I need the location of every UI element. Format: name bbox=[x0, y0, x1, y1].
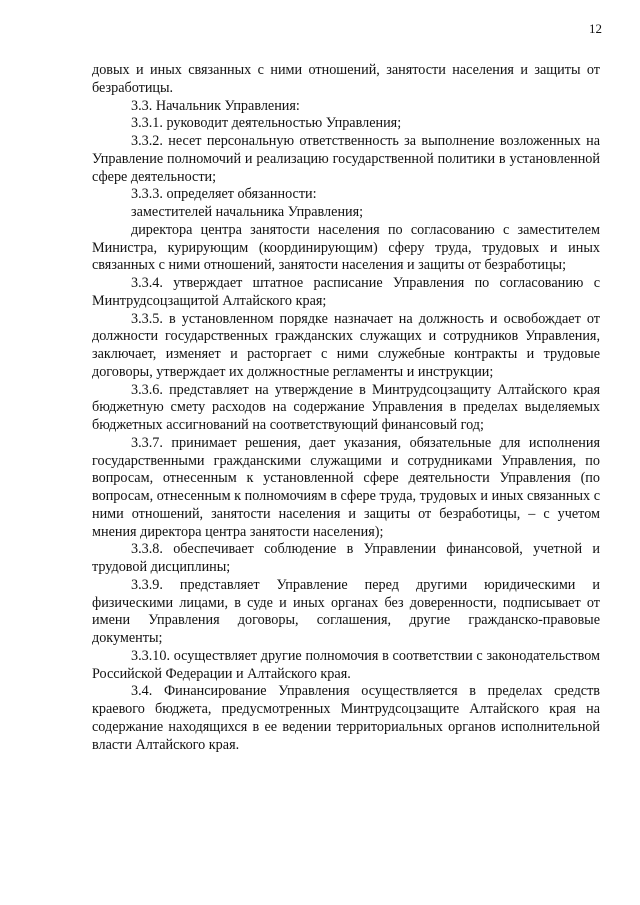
paragraph: 3.3.5. в установленном порядке назначает на должность и освобождает от должности государственных гражданских служащих и сотрудников Управления, заключает, изменяет и расторгает с ними служебные контракты и трудовые договоры, утверждает их должностные регламенты и инструкции; bbox=[92, 310, 600, 380]
paragraph: 3.3.1. руководит деятельностью Управления; bbox=[131, 115, 402, 132]
paragraph: 3.3.3. определяет обязанности: bbox=[131, 186, 317, 203]
paragraph: 3.3.4. утверждает штатное расписание Управления по согласованию с Минтрудсоцзащитой Алтайского края; bbox=[92, 275, 600, 309]
paragraph: 3.3.10. осуществляет другие полномочия в соответствии с законодательством Российской Федерации и Алтайского края. bbox=[92, 647, 600, 682]
paragraph: 3.3.7. принимает решения, дает указания, обязательные для исполнения государственными гражданскими служащими и сотрудниками Управления, по вопросам, отнесенным к установленной сфере деятельности Управления (по вопросам, отнесенным к полномочиям в сфере труда, трудовых и иных связанных с ними отношений, занятости населения и защиты от безработицы, – с учетом мнения директора центра занятости населения); bbox=[92, 434, 600, 540]
paragraph: 3.3.8. обеспечивает соблюдение в Управлении финансовой, учетной и трудовой дисциплины; bbox=[92, 541, 600, 575]
paragraph: заместителей начальника Управления; bbox=[131, 204, 364, 220]
paragraph: довых и иных связанных с ними отношений, занятости населения и защиты от безработицы. bbox=[92, 62, 600, 96]
paragraph: 3.3.9. представляет Управление перед другими юридическими и физическими лицами, в суде и иных органах без доверенности, подписывает от имени Управления договоры, соглашения, другие гражданско-правовые документы; bbox=[92, 576, 600, 646]
page-number: 12 bbox=[589, 21, 602, 36]
paragraph: 3.4. Финансирование Управления осуществляется в пределах средств краевого бюджета, предусмотренных Минтрудсоцзащите Алтайского края на содержание находящихся в ее ведении территориальных органов исполнительной власти Алтайского края. bbox=[92, 683, 600, 753]
paragraph: 3.3. Начальник Управления: bbox=[131, 97, 300, 114]
document-body bbox=[92, 62, 600, 754]
paragraph: 3.3.2. несет персональную ответственность за выполнение возложенных на Управление полномочий и реализацию государственной политики в установленной сфере деятельности; bbox=[92, 133, 600, 185]
paragraph: директора центра занятости населения по согласованию с заместителем Министра, курирующим (координирующим) сферу труда, трудовых и иных связанных с ними отношений, занятости населения и защиты от безработицы; bbox=[92, 221, 600, 274]
paragraph: 3.3.6. представляет на утверждение в Минтрудсоцзащиту Алтайского края бюджетную смету расходов на содержание Управления в пределах выделяемых бюджетных ассигнований на соответствующий финансовый год; bbox=[92, 381, 600, 433]
